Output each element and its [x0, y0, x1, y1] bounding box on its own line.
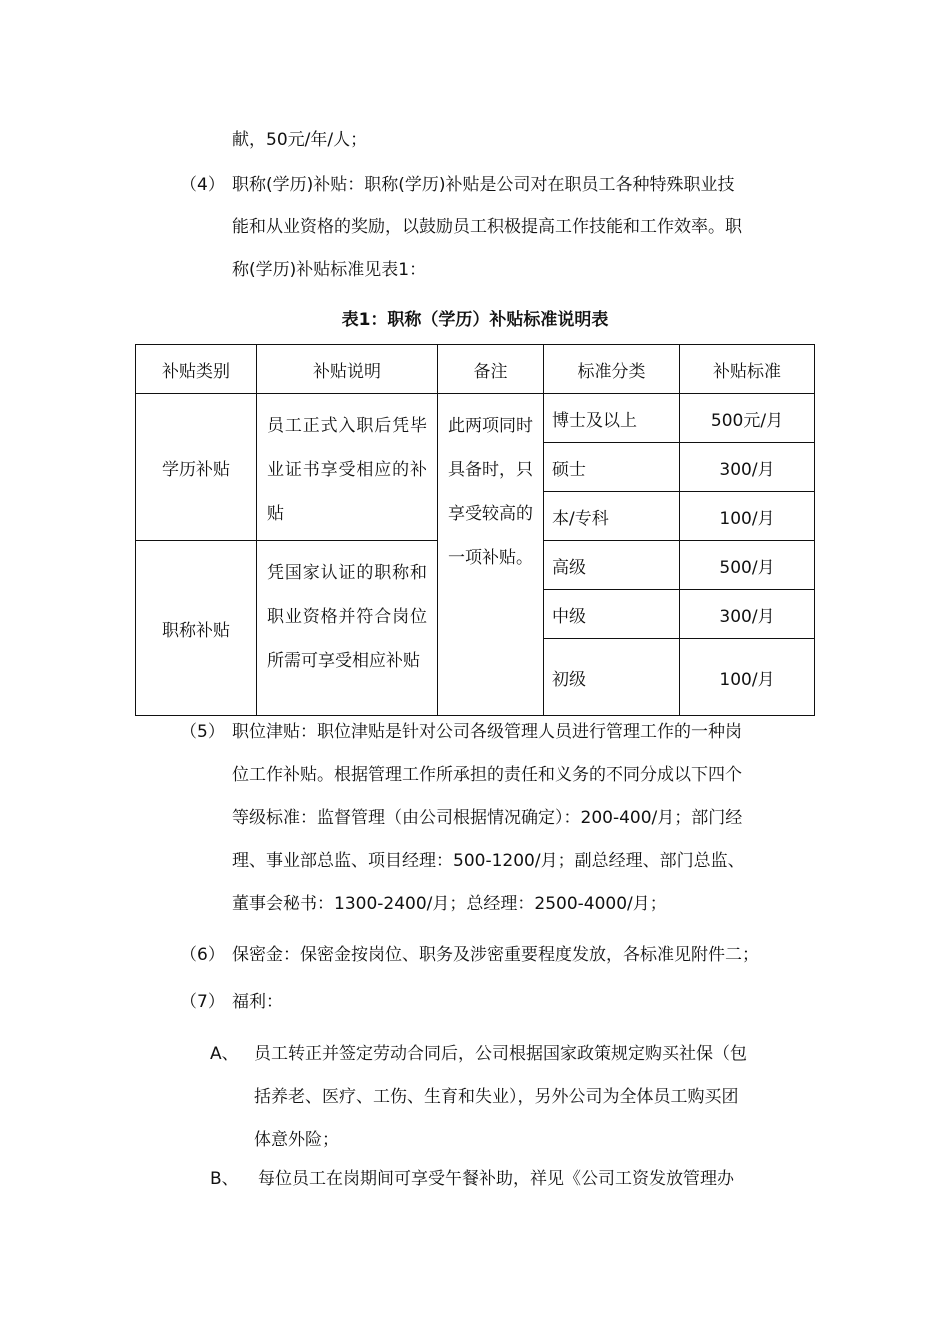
amount-cell: 100/月: [680, 492, 815, 541]
amount-cell: 300/月: [680, 590, 815, 639]
item5-line-4: 理、事业部总监、项目经理：500-1200/月；副总经理、部门总监、: [232, 851, 745, 871]
itemB-text: 每位员工在岗期间可享受午餐补助，祥见《公司工资发放管理办: [258, 1169, 734, 1189]
item5-line-3: 等级标准：监督管理（由公司根据情况确定）：200-400/月；部门经: [232, 808, 743, 828]
allowance-table: [135, 344, 815, 716]
table-header-row: [136, 345, 815, 394]
standard-cell: 中级: [544, 590, 680, 639]
top-line: 献，50元/年/人；: [232, 130, 368, 150]
item7-number: （7）: [180, 992, 225, 1012]
item4-number: （4）: [180, 175, 225, 195]
itemB-number: B、: [210, 1169, 239, 1189]
standard-cell: 高级: [544, 541, 680, 590]
header-category: 补贴类别: [136, 345, 257, 394]
standard-cell: 初级: [544, 639, 680, 716]
amount-cell: 300/月: [680, 443, 815, 492]
item4-line-1: 职称(学历)补贴：职称(学历)补贴是公司对在职员工各种特殊职业技: [232, 175, 735, 195]
category-cell: 学历补贴: [136, 394, 257, 541]
item5-number: （5）: [180, 722, 225, 742]
standard-cell: 本/专科: [544, 492, 680, 541]
itemA-line-1: 员工转正并签定劳动合同后，公司根据国家政策规定购买社保（包: [254, 1044, 747, 1064]
item6-number: （6）: [180, 945, 225, 965]
category-cell: 职称补贴: [136, 541, 257, 716]
description-cell: 员工正式入职后凭毕业证书享受相应的补贴: [257, 394, 438, 541]
header-description: 补贴说明: [257, 345, 438, 394]
table-row: [136, 394, 815, 443]
item6-text: 保密金：保密金按岗位、职务及涉密重要程度发放，各标准见附件二；: [232, 945, 759, 965]
amount-cell: 500/月: [680, 541, 815, 590]
standard-cell: 硕士: [544, 443, 680, 492]
header-amount: 补贴标准: [680, 345, 815, 394]
table-caption: 表1：职称（学历）补贴标准说明表: [341, 310, 609, 330]
note-cell: 此两项同时具备时，只享受较高的一项补贴。: [438, 394, 544, 716]
item5-line-5: 董事会秘书：1300-2400/月；总经理：2500-4000/月；: [232, 894, 667, 914]
item4-line-3: 称(学历)补贴标准见表1：: [232, 260, 427, 280]
amount-cell: 100/月: [680, 639, 815, 716]
item7-text: 福利：: [232, 992, 283, 1012]
standard-cell: 博士及以上: [544, 394, 680, 443]
item4-line-2: 能和从业资格的奖励，以鼓励员工积极提高工作技能和工作效率。职: [232, 217, 742, 237]
amount-cell: 500元/月: [680, 394, 815, 443]
itemA-line-2: 括养老、医疗、工伤、生育和失业），另外公司为全体员工购买团: [254, 1087, 739, 1107]
itemA-line-3: 体意外险；: [254, 1130, 339, 1150]
description-cell: 凭国家认证的职称和职业资格并符合岗位所需可享受相应补贴: [257, 541, 438, 716]
header-note: 备注: [438, 345, 544, 394]
item5-line-1: 职位津贴：职位津贴是针对公司各级管理人员进行管理工作的一种岗: [232, 722, 742, 742]
item5-line-2: 位工作补贴。根据管理工作所承担的责任和义务的不同分成以下四个: [232, 765, 742, 785]
header-standard: 标准分类: [544, 345, 680, 394]
itemA-number: A、: [210, 1044, 239, 1064]
